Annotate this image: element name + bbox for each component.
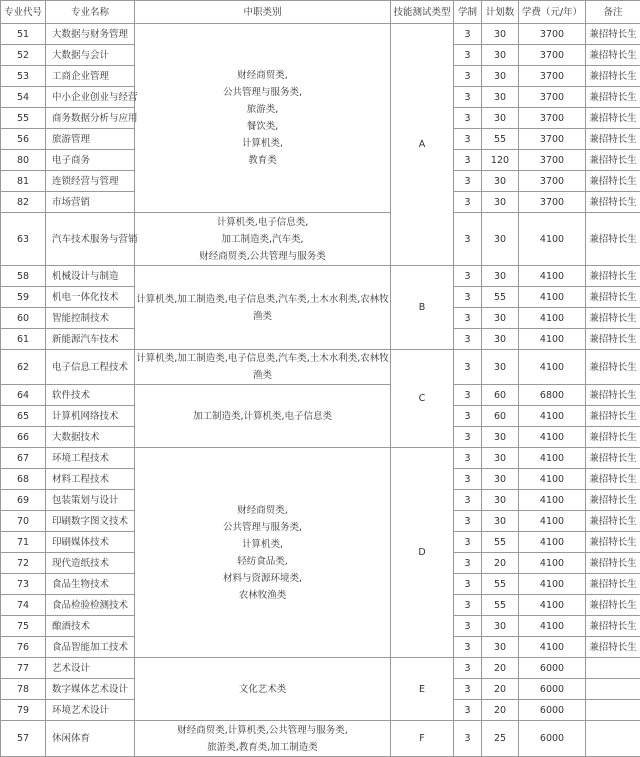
years-cell: 3 xyxy=(454,66,482,87)
years-cell: 3 xyxy=(454,595,482,616)
code-cell: 61 xyxy=(1,329,46,350)
years-cell: 3 xyxy=(454,45,482,66)
header-fee: 学费（元/年） xyxy=(519,1,586,24)
note-cell: 兼招特长生 xyxy=(586,406,640,427)
fee-cell: 3700 xyxy=(519,45,586,66)
header-test-type: 技能测试类型 xyxy=(391,1,454,24)
fee-cell: 3700 xyxy=(519,24,586,45)
code-cell: 53 xyxy=(1,66,46,87)
years-cell: 3 xyxy=(454,350,482,385)
fee-cell: 6800 xyxy=(519,385,586,406)
note-cell: 兼招特长生 xyxy=(586,553,640,574)
plan-cell: 20 xyxy=(482,679,519,700)
fee-cell: 4100 xyxy=(519,511,586,532)
code-cell: 58 xyxy=(1,266,46,287)
fee-cell: 4100 xyxy=(519,448,586,469)
fee-cell: 6000 xyxy=(519,721,586,757)
plan-cell: 30 xyxy=(482,192,519,213)
name-cell: 食品生物技术 xyxy=(46,574,135,595)
name-cell: 印刷数字图文技术 xyxy=(46,511,135,532)
years-cell: 3 xyxy=(454,108,482,129)
note-cell: 兼招特长生 xyxy=(586,637,640,658)
name-cell: 中小企业创业与经营 xyxy=(46,87,135,108)
name-cell: 大数据技术 xyxy=(46,427,135,448)
fee-cell: 3700 xyxy=(519,150,586,171)
years-cell: 3 xyxy=(454,679,482,700)
code-cell: 68 xyxy=(1,469,46,490)
code-cell: 81 xyxy=(1,171,46,192)
name-cell: 大数据与财务管理 xyxy=(46,24,135,45)
code-cell: 73 xyxy=(1,574,46,595)
name-cell: 旅游管理 xyxy=(46,129,135,150)
years-cell: 3 xyxy=(454,532,482,553)
test-type-cell: A xyxy=(391,24,454,266)
header-category: 中职类别 xyxy=(135,1,391,24)
code-cell: 51 xyxy=(1,24,46,45)
note-cell: 兼招特长生 xyxy=(586,511,640,532)
table-row xyxy=(1,448,640,469)
name-cell: 新能源汽车技术 xyxy=(46,329,135,350)
plan-cell: 30 xyxy=(482,66,519,87)
name-cell: 连锁经营与管理 xyxy=(46,171,135,192)
note-cell: 兼招特长生 xyxy=(586,448,640,469)
note-cell: 兼招特长生 xyxy=(586,616,640,637)
plan-cell: 30 xyxy=(482,427,519,448)
test-type-cell: C xyxy=(391,350,454,448)
name-cell: 商务数据分析与应用 xyxy=(46,108,135,129)
note-cell: 兼招特长生 xyxy=(586,385,640,406)
years-cell: 3 xyxy=(454,192,482,213)
name-cell: 机械设计与制造 xyxy=(46,266,135,287)
plan-cell: 55 xyxy=(482,574,519,595)
code-cell: 65 xyxy=(1,406,46,427)
code-cell: 70 xyxy=(1,511,46,532)
name-cell: 环境艺术设计 xyxy=(46,700,135,721)
plan-cell: 120 xyxy=(482,150,519,171)
years-cell: 3 xyxy=(454,448,482,469)
name-cell: 印刷媒体技术 xyxy=(46,532,135,553)
note-cell: 兼招特长生 xyxy=(586,350,640,385)
name-cell: 食品智能加工技术 xyxy=(46,637,135,658)
note-cell: 兼招特长生 xyxy=(586,287,640,308)
name-cell: 酿酒技术 xyxy=(46,616,135,637)
plan-cell: 20 xyxy=(482,658,519,679)
plan-cell: 30 xyxy=(482,171,519,192)
note-cell: 兼招特长生 xyxy=(586,129,640,150)
fee-cell: 4100 xyxy=(519,469,586,490)
plan-cell: 20 xyxy=(482,553,519,574)
name-cell: 计算机网络技术 xyxy=(46,406,135,427)
plan-cell: 30 xyxy=(482,616,519,637)
header-plan: 计划数 xyxy=(482,1,519,24)
years-cell: 3 xyxy=(454,553,482,574)
code-cell: 71 xyxy=(1,532,46,553)
plan-cell: 30 xyxy=(482,24,519,45)
plan-cell: 60 xyxy=(482,406,519,427)
years-cell: 3 xyxy=(454,171,482,192)
code-cell: 67 xyxy=(1,448,46,469)
name-cell: 食品检验检测技术 xyxy=(46,595,135,616)
note-cell: 兼招特长生 xyxy=(586,45,640,66)
name-cell: 智能控制技术 xyxy=(46,308,135,329)
years-cell: 3 xyxy=(454,616,482,637)
years-cell: 3 xyxy=(454,385,482,406)
table-row xyxy=(1,658,640,679)
category-cell: 计算机类,加工制造类,电子信息类,汽车类,土木水利类,农林牧渔类 xyxy=(135,350,391,385)
note-cell: 兼招特长生 xyxy=(586,427,640,448)
name-cell: 机电一体化技术 xyxy=(46,287,135,308)
note-cell xyxy=(586,658,640,679)
years-cell: 3 xyxy=(454,637,482,658)
code-cell: 57 xyxy=(1,721,46,757)
code-cell: 69 xyxy=(1,490,46,511)
name-cell: 现代造纸技术 xyxy=(46,553,135,574)
note-cell: 兼招特长生 xyxy=(586,329,640,350)
plan-cell: 55 xyxy=(482,595,519,616)
plan-cell: 30 xyxy=(482,511,519,532)
plan-cell: 30 xyxy=(482,448,519,469)
note-cell: 兼招特长生 xyxy=(586,108,640,129)
note-cell: 兼招特长生 xyxy=(586,469,640,490)
plan-cell: 30 xyxy=(482,213,519,266)
code-cell: 56 xyxy=(1,129,46,150)
header-years: 学制 xyxy=(454,1,482,24)
category-cell: 财经商贸类,计算机类,公共管理与服务类, 旅游类,教育类,加工制造类 xyxy=(135,721,391,757)
table-row xyxy=(1,350,640,385)
plan-cell: 30 xyxy=(482,87,519,108)
years-cell: 3 xyxy=(454,511,482,532)
fee-cell: 4100 xyxy=(519,427,586,448)
fee-cell: 3700 xyxy=(519,87,586,108)
name-cell: 环境工程技术 xyxy=(46,448,135,469)
note-cell xyxy=(586,721,640,757)
note-cell: 兼招特长生 xyxy=(586,308,640,329)
plan-cell: 30 xyxy=(482,108,519,129)
fee-cell: 4100 xyxy=(519,350,586,385)
fee-cell: 4100 xyxy=(519,595,586,616)
fee-cell: 4100 xyxy=(519,308,586,329)
years-cell: 3 xyxy=(454,266,482,287)
years-cell: 3 xyxy=(454,700,482,721)
name-cell: 包装策划与设计 xyxy=(46,490,135,511)
plan-cell: 30 xyxy=(482,45,519,66)
fee-cell: 4100 xyxy=(519,553,586,574)
code-cell: 78 xyxy=(1,679,46,700)
years-cell: 3 xyxy=(454,87,482,108)
name-cell: 电子商务 xyxy=(46,150,135,171)
years-cell: 3 xyxy=(454,427,482,448)
years-cell: 3 xyxy=(454,213,482,266)
plan-cell: 30 xyxy=(482,469,519,490)
category-cell: 财经商贸类, 公共管理与服务类, 计算机类, 轻纺食品类, 材料与资源环境类, 农林牧渔类 xyxy=(135,448,391,658)
category-cell: 计算机类,加工制造类,电子信息类,汽车类,土木水利类,农林牧渔类 xyxy=(135,266,391,350)
test-type-cell: B xyxy=(391,266,454,350)
code-cell: 82 xyxy=(1,192,46,213)
code-cell: 52 xyxy=(1,45,46,66)
table-row xyxy=(1,721,640,757)
name-cell: 软件技术 xyxy=(46,385,135,406)
fee-cell: 3700 xyxy=(519,171,586,192)
note-cell: 兼招特长生 xyxy=(586,87,640,108)
fee-cell: 3700 xyxy=(519,129,586,150)
fee-cell: 4100 xyxy=(519,406,586,427)
name-cell: 大数据与会计 xyxy=(46,45,135,66)
note-cell: 兼招特长生 xyxy=(586,490,640,511)
plan-cell: 55 xyxy=(482,532,519,553)
plan-cell: 30 xyxy=(482,308,519,329)
name-cell: 工商企业管理 xyxy=(46,66,135,87)
header-code: 专业代号 xyxy=(1,1,46,24)
years-cell: 3 xyxy=(454,308,482,329)
code-cell: 60 xyxy=(1,308,46,329)
table-row xyxy=(1,385,640,406)
category-cell: 财经商贸类, 公共管理与服务类, 旅游类, 餐饮类, 计算机类, 教育类 xyxy=(135,24,391,213)
note-cell: 兼招特长生 xyxy=(586,171,640,192)
code-cell: 63 xyxy=(1,213,46,266)
note-cell: 兼招特长生 xyxy=(586,24,640,45)
plan-cell: 30 xyxy=(482,329,519,350)
years-cell: 3 xyxy=(454,129,482,150)
name-cell: 材料工程技术 xyxy=(46,469,135,490)
test-type-cell: F xyxy=(391,721,454,757)
plan-cell: 55 xyxy=(482,129,519,150)
fee-cell: 4100 xyxy=(519,532,586,553)
years-cell: 3 xyxy=(454,658,482,679)
code-cell: 80 xyxy=(1,150,46,171)
note-cell: 兼招特长生 xyxy=(586,213,640,266)
category-cell: 加工制造类,计算机类,电子信息类 xyxy=(135,385,391,448)
name-cell: 市场营销 xyxy=(46,192,135,213)
code-cell: 79 xyxy=(1,700,46,721)
fee-cell: 3700 xyxy=(519,192,586,213)
note-cell: 兼招特长生 xyxy=(586,66,640,87)
note-cell: 兼招特长生 xyxy=(586,150,640,171)
header-name: 专业名称 xyxy=(46,1,135,24)
note-cell xyxy=(586,679,640,700)
note-cell xyxy=(586,700,640,721)
plan-cell: 25 xyxy=(482,721,519,757)
fee-cell: 4100 xyxy=(519,616,586,637)
years-cell: 3 xyxy=(454,574,482,595)
note-cell: 兼招特长生 xyxy=(586,192,640,213)
code-cell: 74 xyxy=(1,595,46,616)
name-cell: 汽车技术服务与营销 xyxy=(46,213,135,266)
name-cell: 电子信息工程技术 xyxy=(46,350,135,385)
code-cell: 55 xyxy=(1,108,46,129)
test-type-cell: D xyxy=(391,448,454,658)
plan-cell: 60 xyxy=(482,385,519,406)
fee-cell: 4100 xyxy=(519,637,586,658)
fee-cell: 6000 xyxy=(519,658,586,679)
years-cell: 3 xyxy=(454,287,482,308)
plan-cell: 30 xyxy=(482,637,519,658)
code-cell: 62 xyxy=(1,350,46,385)
category-cell: 计算机类,电子信息类, 加工制造类,汽车类, 财经商贸类,公共管理与服务类 xyxy=(135,213,391,266)
fee-cell: 3700 xyxy=(519,66,586,87)
years-cell: 3 xyxy=(454,150,482,171)
category-cell: 文化艺术类 xyxy=(135,658,391,721)
plan-cell: 30 xyxy=(482,266,519,287)
fee-cell: 6000 xyxy=(519,679,586,700)
fee-cell: 4100 xyxy=(519,574,586,595)
name-cell: 数字媒体艺术设计 xyxy=(46,679,135,700)
test-type-cell: E xyxy=(391,658,454,721)
code-cell: 76 xyxy=(1,637,46,658)
table-row xyxy=(1,213,640,266)
table-row xyxy=(1,24,640,45)
header-row xyxy=(1,1,640,24)
code-cell: 77 xyxy=(1,658,46,679)
years-cell: 3 xyxy=(454,490,482,511)
name-cell: 休闲体育 xyxy=(46,721,135,757)
plan-cell: 55 xyxy=(482,287,519,308)
plan-cell: 20 xyxy=(482,700,519,721)
note-cell: 兼招特长生 xyxy=(586,266,640,287)
plan-cell: 30 xyxy=(482,490,519,511)
name-cell: 艺术设计 xyxy=(46,658,135,679)
table-row xyxy=(1,266,640,287)
fee-cell: 4100 xyxy=(519,490,586,511)
fee-cell: 4100 xyxy=(519,213,586,266)
years-cell: 3 xyxy=(454,329,482,350)
plan-cell: 30 xyxy=(482,350,519,385)
note-cell: 兼招特长生 xyxy=(586,532,640,553)
note-cell: 兼招特长生 xyxy=(586,574,640,595)
years-cell: 3 xyxy=(454,406,482,427)
years-cell: 3 xyxy=(454,469,482,490)
code-cell: 64 xyxy=(1,385,46,406)
header-note: 备注 xyxy=(586,1,640,24)
fee-cell: 4100 xyxy=(519,329,586,350)
code-cell: 59 xyxy=(1,287,46,308)
code-cell: 66 xyxy=(1,427,46,448)
code-cell: 75 xyxy=(1,616,46,637)
note-cell: 兼招特长生 xyxy=(586,595,640,616)
fee-cell: 3700 xyxy=(519,108,586,129)
fee-cell: 4100 xyxy=(519,287,586,308)
code-cell: 54 xyxy=(1,87,46,108)
years-cell: 3 xyxy=(454,721,482,757)
fee-cell: 4100 xyxy=(519,266,586,287)
fee-cell: 6000 xyxy=(519,700,586,721)
years-cell: 3 xyxy=(454,24,482,45)
code-cell: 72 xyxy=(1,553,46,574)
